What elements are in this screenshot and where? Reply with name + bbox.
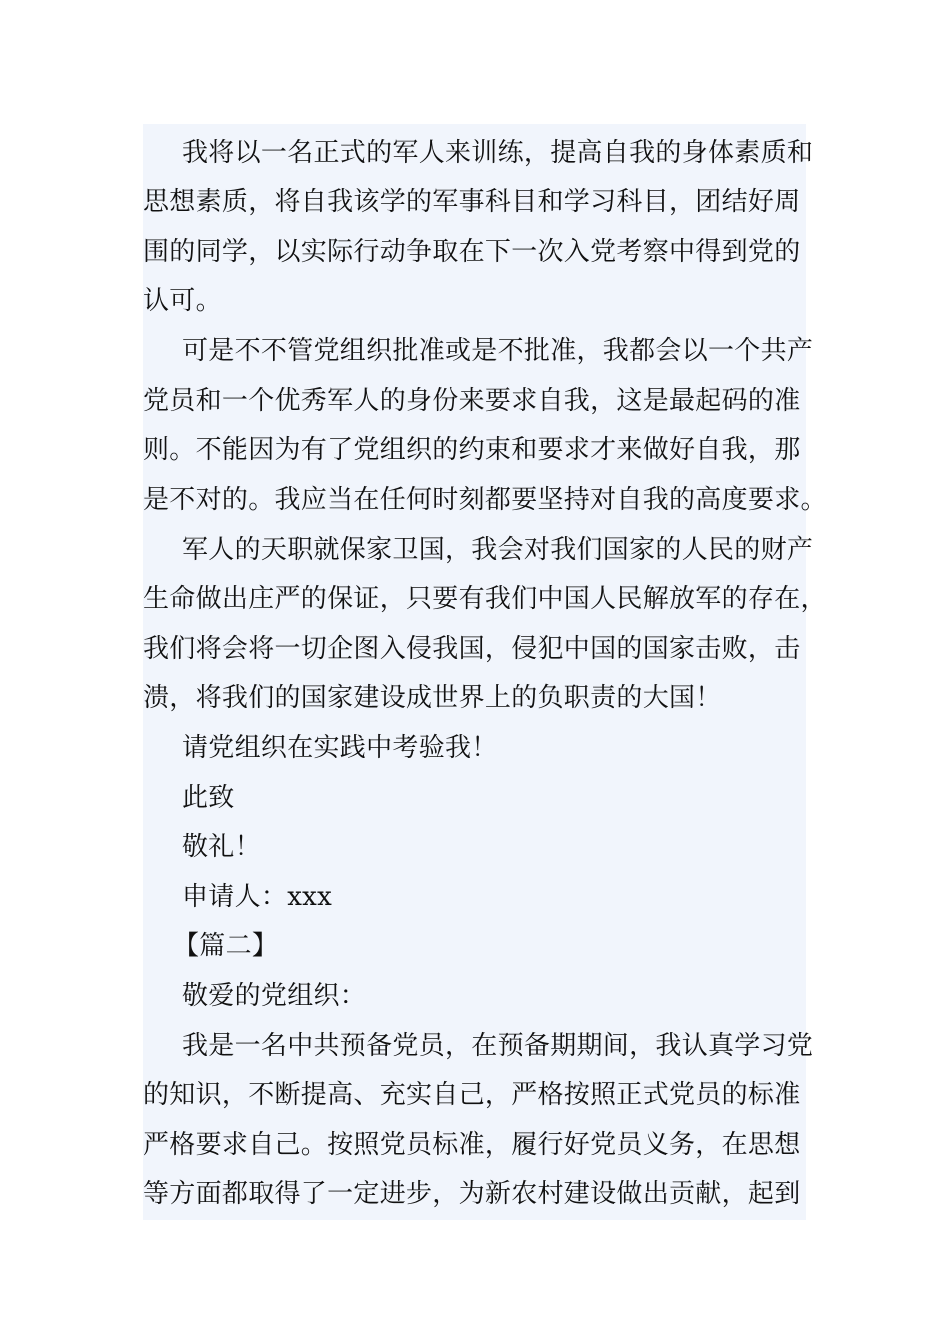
paragraph-2-line-4: 是不对的。我应当在任何时刻都要坚持对自我的高度要求。: [143, 485, 827, 515]
document-page: [143, 124, 827, 1220]
paragraph-3-line-4: 溃，将我们的国家建设成世界上的负职责的大国！: [143, 683, 722, 713]
paragraph-1-line-2: 思想素质，将自我该学的军事科目和学习科目，团结好周: [143, 187, 801, 217]
paragraph-1-line-3: 围的同学，以实际行动争取在下一次入党考察中得到党的: [143, 237, 801, 267]
applicant-signature: 申请人：xxx: [182, 882, 333, 912]
closing-request: 请党组织在实践中考验我！: [182, 733, 498, 763]
paragraph-2-line-3: 则。不能因为有了党组织的约束和要求才来做好自我，那: [143, 435, 801, 465]
section-heading: 【篇二】: [173, 931, 279, 961]
paragraph-2-line-2: 党员和一个优秀军人的身份来要求自我，这是最起码的准: [143, 386, 801, 416]
paragraph-2-line-1: 可是不不管党组织批准或是不批准，我都会以一个共产: [182, 336, 814, 366]
paragraph-3-line-2: 生命做出庄严的保证，只要有我们中国人民解放军的存在，: [143, 584, 827, 614]
paragraph-3-line-3: 我们将会将一切企图入侵我国，侵犯中国的国家击败，击: [143, 634, 801, 664]
closing-salutation: 此致: [182, 783, 235, 813]
paragraph-3-line-1: 军人的天职就保家卫国，我会对我们国家的人民的财产: [182, 535, 814, 565]
letter-greeting: 敬爱的党组织：: [182, 981, 367, 1011]
paragraph-1-line-4: 认可。: [143, 286, 222, 316]
paragraph-1-line-1: 我将以一名正式的军人来训练，提高自我的身体素质和: [182, 138, 814, 168]
paragraph-4-line-3: 严格要求自己。按照党员标准，履行好党员义务，在思想: [143, 1130, 801, 1160]
paragraph-4-line-2: 的知识，不断提高、充实自己，严格按照正式党员的标准: [143, 1080, 801, 1110]
paragraph-4-line-1: 我是一名中共预备党员，在预备期期间，我认真学习党: [182, 1031, 814, 1061]
closing-respect: 敬礼！: [182, 832, 261, 862]
paragraph-4-line-4: 等方面都取得了一定进步，为新农村建设做出贡献，起到: [143, 1179, 801, 1209]
